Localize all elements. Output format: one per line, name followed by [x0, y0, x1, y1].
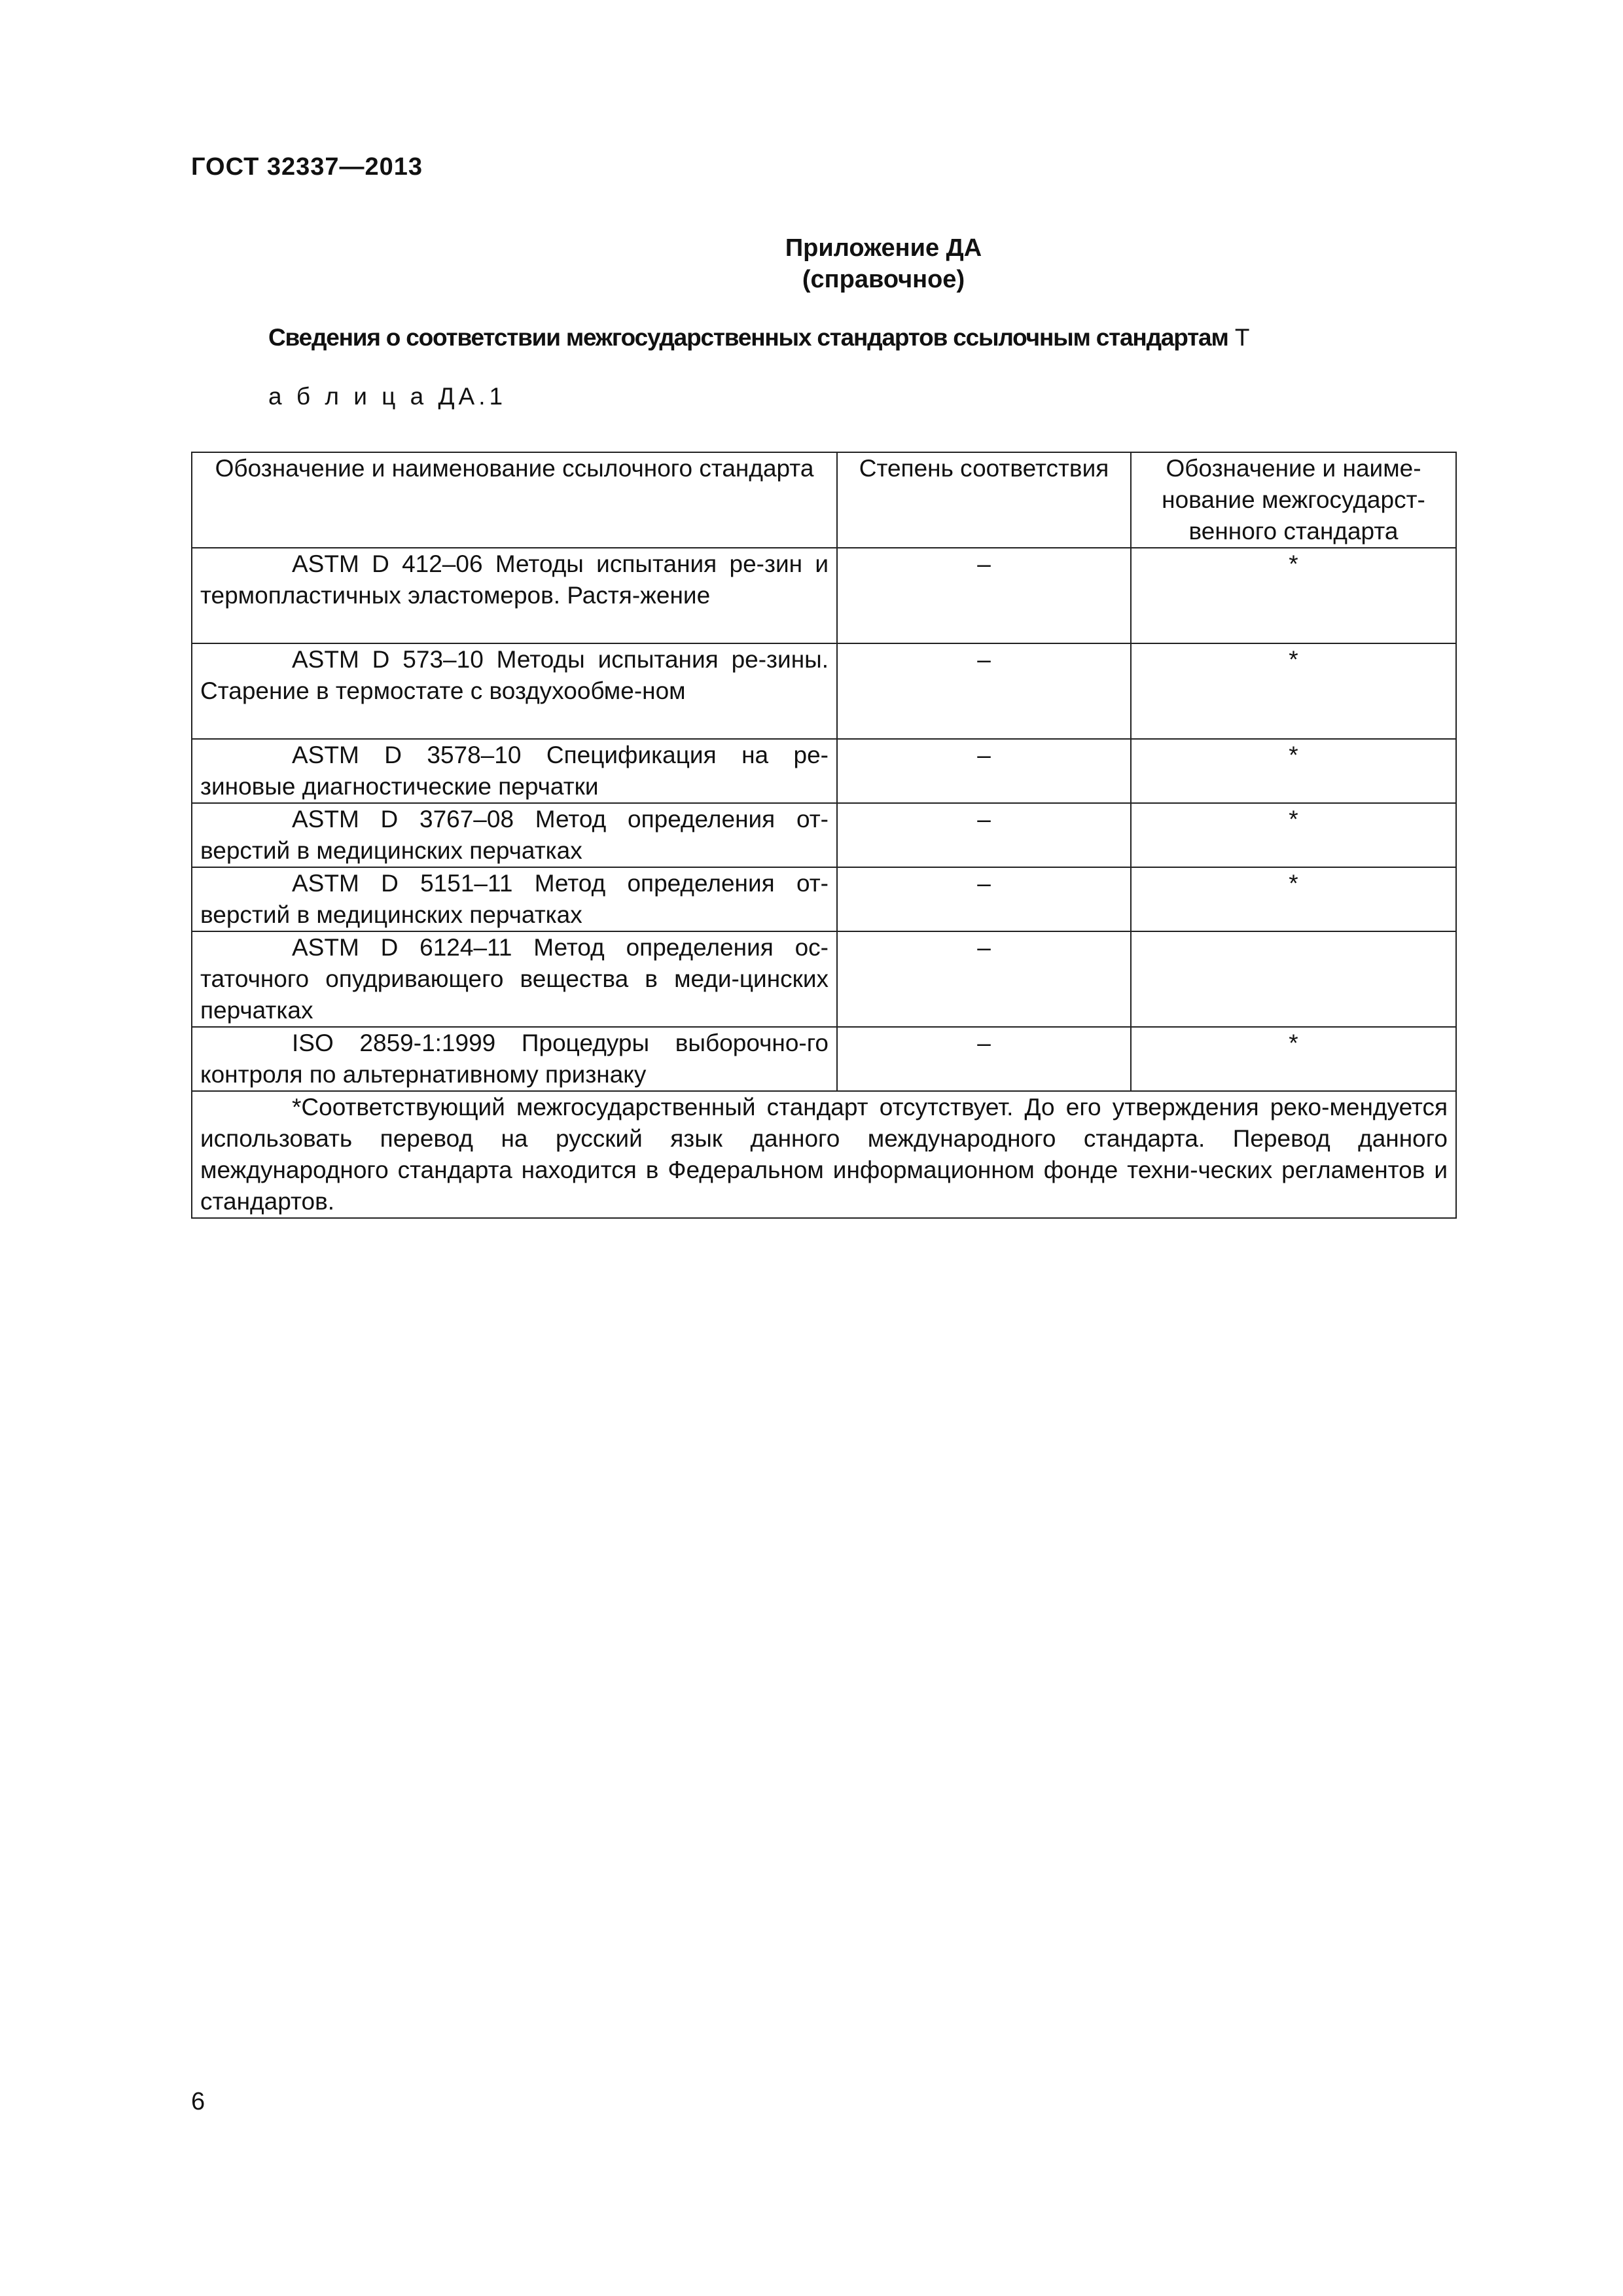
table-header-row	[192, 452, 1456, 548]
table-row	[192, 931, 1456, 1027]
interstate-standard-cell: *	[1131, 803, 1456, 867]
interstate-standard-cell: *	[1131, 739, 1456, 803]
column-header-reference-standard: Обозначение и наименование ссылочного стандарта	[192, 452, 837, 548]
interstate-standard-cell	[1131, 931, 1456, 1027]
table-row	[192, 803, 1456, 867]
degree-cell: –	[837, 1027, 1131, 1091]
reference-standard-cell: ASTM D 573–10 Методы испытания ре-зины. Старение в термостате с воздухообме-ном	[192, 643, 837, 739]
table-row	[192, 643, 1456, 739]
section-title	[268, 322, 1250, 353]
annex-note: (справочное)	[802, 266, 965, 293]
reference-standard-cell: ASTM D 3578–10 Спецификация на ре-зиновые диагностические перчатки	[192, 739, 837, 803]
reference-standard-cell: ASTM D 3767–08 Метод определения от-верстий в медицинских перчатках	[192, 803, 837, 867]
degree-cell: –	[837, 803, 1131, 867]
section-title-text: Сведения о соответствии межгосударственных стандартов ссылочным стандартам	[268, 324, 1228, 351]
degree-cell: –	[837, 931, 1131, 1027]
interstate-standard-cell: *	[1131, 1027, 1456, 1091]
reference-standard-cell: ASTM D 5151–11 Метод определения от-верстий в медицинских перчатках	[192, 867, 837, 931]
table-row	[192, 548, 1456, 643]
annex-title: Приложение ДА	[785, 234, 982, 262]
degree-cell: –	[837, 867, 1131, 931]
column-header-interstate-standard: Обозначение и наиме-нование межгосударст-венного стандарта	[1131, 452, 1456, 548]
section-title-tail: Т	[1228, 324, 1250, 351]
reference-standard-cell: ISO 2859-1:1999 Процедуры выборочно-го контроля по альтернативному признаку	[192, 1027, 837, 1091]
table-footnote-row	[192, 1091, 1456, 1218]
table-row	[192, 1027, 1456, 1091]
reference-standard-cell: ASTM D 6124–11 Метод определения ос-таточного опудривающего вещества в меди-цинских перчатках	[192, 931, 837, 1027]
table-row	[192, 867, 1456, 931]
document-code: ГОСТ 32337—2013	[191, 153, 423, 181]
correspondence-table	[191, 452, 1457, 1219]
degree-cell: –	[837, 739, 1131, 803]
reference-standard-cell: ASTM D 412–06 Методы испытания ре-зин и термопластичных эластомеров. Растя-жение	[192, 548, 837, 643]
table-label: а б л и ц а ДА.1	[268, 383, 507, 410]
column-header-degree: Степень соответствия	[837, 452, 1131, 548]
interstate-standard-cell: *	[1131, 643, 1456, 739]
degree-cell: –	[837, 548, 1131, 643]
interstate-standard-cell: *	[1131, 548, 1456, 643]
table-footnote: *Соответствующий межгосударственный стандарт отсутствует. До его утверждения реко-мендуется использовать перевод на русский язык данного международного стандарта. Перевод данного международного стандарта находится в Федеральном информационном фонде техни-ческих регламентов и стандартов.	[192, 1091, 1456, 1218]
degree-cell: –	[837, 643, 1131, 739]
page-number: 6	[191, 2088, 205, 2115]
table-row	[192, 739, 1456, 803]
interstate-standard-cell: *	[1131, 867, 1456, 931]
